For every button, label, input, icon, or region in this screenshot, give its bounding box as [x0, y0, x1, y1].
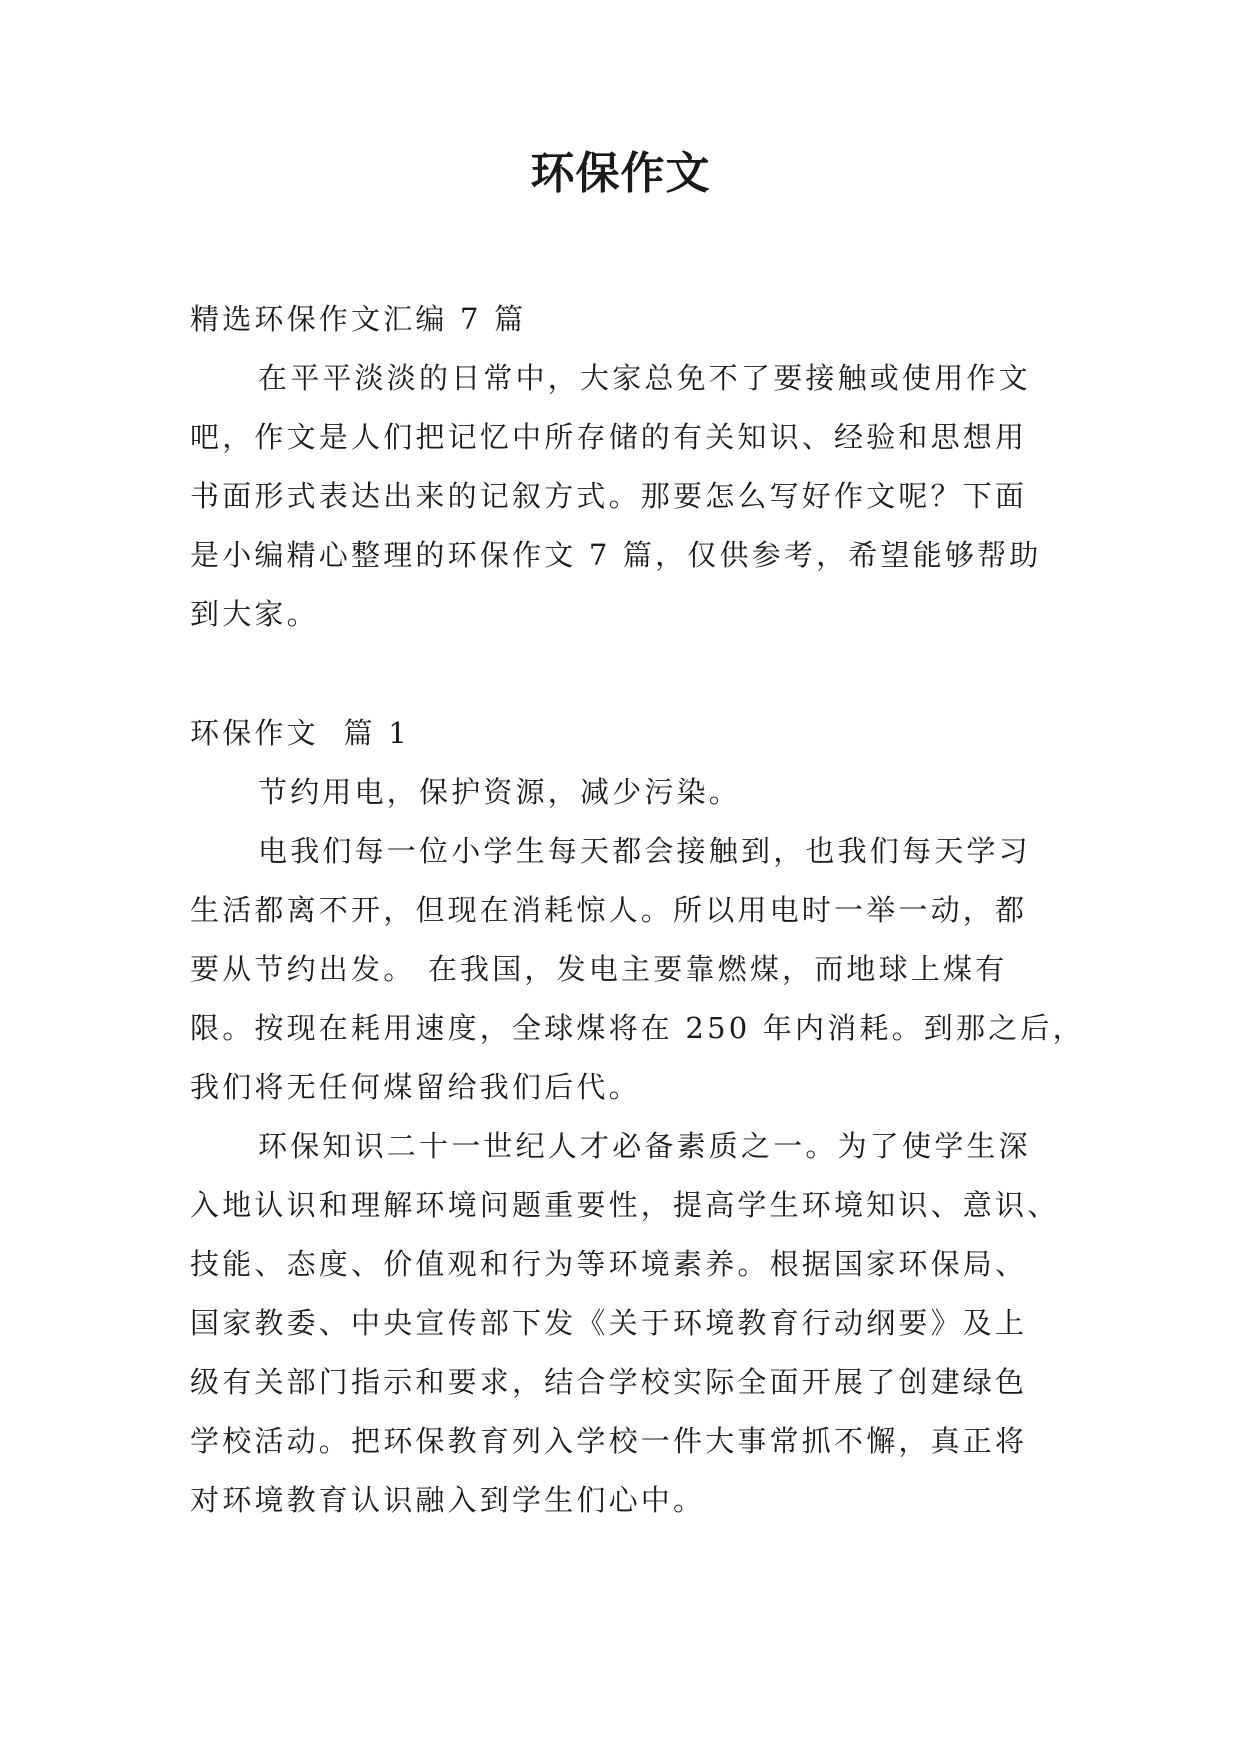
essay-paragraph-2	[190, 822, 1085, 1117]
intro-line: 是小编精心整理的环保作文 7 篇，仅供参考，希望能够帮助	[190, 538, 1042, 572]
intro-line: 在平平淡淡的日常中，大家总免不了要接触或使用作文	[258, 361, 1031, 395]
paragraph-line: 我们将无任何煤留给我们后代。	[190, 1070, 641, 1104]
essay-paragraph-1: 节约用电，保护资源，减少污染。	[258, 775, 742, 809]
paragraph-line: 学校活动。把环保教育列入学校一件大事常抓不懈，真正将	[190, 1424, 1028, 1458]
collection-subtitle: 精选环保作文汇编 7 篇	[190, 302, 527, 336]
document-body	[190, 290, 1085, 1530]
paragraph-line: 限。按现在耗用速度，全球煤将在 250 年内消耗。到那之后，	[190, 1011, 1085, 1045]
paragraph-line: 对环境教育认识融入到学生们心中。	[190, 1483, 706, 1517]
intro-line: 书面形式表达出来的记叙方式。那要怎么写好作文呢？下面	[190, 479, 1028, 513]
paragraph-line: 国家教委、中央宣传部下发《关于环境教育行动纲要》及上	[190, 1306, 1028, 1340]
section-heading: 环保作文 篇 1	[190, 716, 410, 750]
paragraph-line: 入地认识和理解环境问题重要性，提高学生环境知识、意识、	[190, 1188, 1060, 1222]
paragraph-line: 要从节约出发。 在我国，发电主要靠燃煤，而地球上煤有	[190, 952, 1008, 986]
section-spacer	[190, 644, 1050, 704]
intro-line: 到大家。	[190, 597, 319, 631]
intro-line: 吧，作文是人们把记忆中所存储的有关知识、经验和思想用	[190, 420, 1028, 454]
paragraph-line: 技能、态度、价值观和行为等环境素养。根据国家环保局、	[190, 1247, 1028, 1281]
essay-paragraph-3	[190, 1117, 1060, 1530]
paragraph-line: 生活都离不开，但现在消耗惊人。所以用电时一举一动，都	[190, 893, 1028, 927]
document-title: 环保作文	[530, 148, 711, 199]
intro-paragraph	[190, 349, 1050, 644]
paragraph-line: 级有关部门指示和要求，结合学校实际全面开展了创建绿色	[190, 1365, 1028, 1399]
paragraph-line: 电我们每一位小学生每天都会接触到，也我们每天学习	[258, 834, 1031, 868]
paragraph-line: 环保知识二十一世纪人才必备素质之一。为了使学生深	[258, 1129, 1031, 1163]
